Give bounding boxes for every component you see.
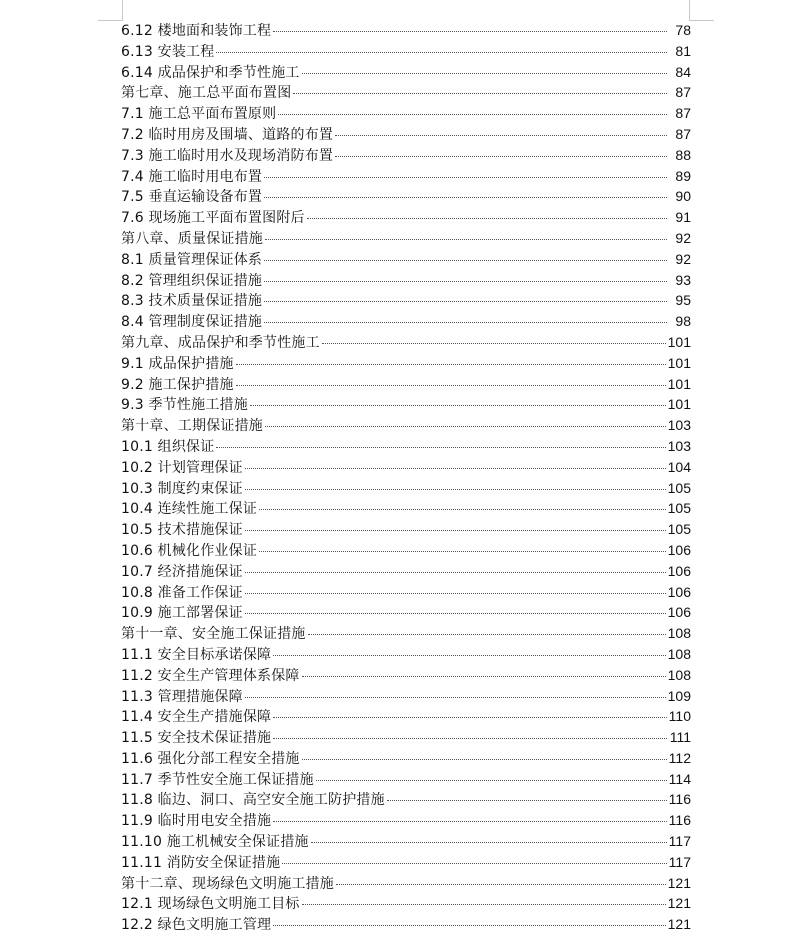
- toc-entry-title: 8.3 技术质量保证措施: [121, 293, 263, 310]
- toc-entry-page: 109: [667, 687, 691, 704]
- table-of-contents: [121, 20, 691, 935]
- dot-leader: [250, 404, 666, 406]
- toc-entry-page: 105: [667, 521, 691, 538]
- toc-entry[interactable]: [121, 186, 691, 207]
- toc-entry-title: 10.9 施工部署保证: [121, 605, 243, 622]
- toc-entry[interactable]: [121, 748, 691, 769]
- toc-entry-page: 81: [675, 42, 691, 59]
- toc-entry-page: 88: [675, 146, 691, 163]
- toc-entry-page: 105: [667, 500, 691, 517]
- dot-leader: [216, 51, 667, 53]
- toc-entry-title: 10.3 制度约束保证: [121, 480, 243, 497]
- toc-entry-title: 6.13 安装工程: [121, 43, 215, 60]
- toc-entry[interactable]: [121, 769, 691, 790]
- toc-entry[interactable]: [121, 582, 691, 603]
- toc-entry-title: 11.9 临时用电安全措施: [121, 813, 272, 830]
- dot-leader: [264, 176, 667, 178]
- toc-entry-title: 10.1 组织保证: [121, 438, 215, 455]
- dot-leader: [273, 820, 666, 822]
- toc-entry-title: 8.2 管理组织保证措施: [121, 272, 263, 289]
- toc-entry-page: 87: [675, 84, 691, 101]
- toc-entry[interactable]: [121, 810, 691, 831]
- toc-entry-page: 116: [668, 791, 691, 808]
- dot-leader: [245, 571, 666, 573]
- toc-entry-page: 114: [668, 770, 691, 787]
- toc-entry[interactable]: [121, 166, 691, 187]
- toc-entry-title: 11.5 安全技术保证措施: [121, 730, 272, 747]
- toc-entry[interactable]: [121, 561, 691, 582]
- toc-entry[interactable]: [121, 374, 691, 395]
- toc-entry[interactable]: [121, 436, 691, 457]
- toc-entry-page: 91: [675, 209, 691, 226]
- toc-entry-title: 10.4 连续性施工保证: [121, 501, 258, 518]
- toc-entry-title: 10.2 计划管理保证: [121, 459, 243, 476]
- toc-entry[interactable]: [121, 789, 691, 810]
- toc-entry-page: 105: [667, 479, 691, 496]
- dot-leader: [245, 467, 666, 469]
- toc-entry-title: 11.2 安全生产管理体系保障: [121, 667, 300, 684]
- toc-entry-page: 121: [667, 874, 691, 891]
- toc-entry[interactable]: [121, 103, 691, 124]
- toc-entry-title: 7.3 施工临时用水及现场消防布置: [121, 147, 334, 164]
- toc-entry-title: 6.12 楼地面和装饰工程: [121, 23, 272, 39]
- dot-leader: [259, 508, 666, 510]
- toc-entry-title: 12.1 现场绿色文明施工目标: [121, 896, 300, 913]
- dot-leader: [307, 217, 667, 219]
- dot-leader: [265, 238, 667, 240]
- toc-entry-page: 87: [675, 125, 691, 142]
- dot-leader: [322, 342, 666, 344]
- dot-leader: [293, 92, 667, 94]
- toc-entry-page: 90: [675, 188, 691, 205]
- toc-entry-title: 第十章、工期保证措施: [121, 418, 263, 435]
- toc-entry[interactable]: [121, 852, 691, 873]
- toc-entry-title: 8.4 管理制度保证措施: [121, 314, 263, 331]
- dot-leader: [264, 300, 667, 302]
- toc-entry-page: 108: [667, 645, 691, 662]
- toc-entry-page: 101: [667, 375, 691, 392]
- toc-entry-title: 7.4 施工临时用电布置: [121, 168, 263, 185]
- toc-entry-title: 9.2 施工保护措施: [121, 376, 234, 393]
- toc-entry-title: 8.1 质量管理保证体系: [121, 251, 263, 268]
- dot-leader: [335, 134, 667, 136]
- dot-leader: [302, 758, 667, 760]
- toc-entry-title: 11.8 临边、洞口、高空安全施工防护措施: [121, 792, 385, 809]
- toc-entry[interactable]: [121, 332, 691, 353]
- dot-leader: [265, 425, 666, 427]
- toc-entry[interactable]: [121, 311, 691, 332]
- toc-entry-title: 6.14 成品保护和季节性施工: [121, 64, 300, 81]
- toc-entry-title: 9.3 季节性施工措施: [121, 397, 248, 414]
- page-corner-mark-right: [689, 0, 714, 21]
- toc-entry-page: 93: [675, 271, 691, 288]
- toc-entry-title: 7.5 垂直运输设备布置: [121, 189, 263, 206]
- toc-entry-page: 103: [667, 417, 691, 434]
- toc-entry-page: 89: [675, 167, 691, 184]
- dot-leader: [264, 280, 667, 282]
- dot-leader: [311, 841, 667, 843]
- toc-entry-title: 12.2 绿色文明施工管理: [121, 917, 272, 934]
- toc-entry-page: 108: [667, 625, 691, 642]
- dot-leader: [273, 924, 665, 926]
- toc-entry[interactable]: [121, 20, 691, 41]
- toc-entry[interactable]: [121, 644, 691, 665]
- toc-entry[interactable]: [121, 478, 691, 499]
- dot-leader: [236, 384, 666, 386]
- toc-entry[interactable]: [121, 353, 691, 374]
- toc-entry[interactable]: [121, 415, 691, 436]
- dot-leader: [273, 716, 666, 718]
- toc-entry-page: 116: [668, 812, 691, 829]
- dot-leader: [302, 903, 666, 905]
- toc-entry-page: 112: [668, 749, 691, 766]
- dot-leader: [387, 799, 667, 801]
- dot-leader: [335, 155, 667, 157]
- toc-entry-page: 98: [675, 313, 691, 330]
- toc-entry-title: 第七章、施工总平面布置图: [121, 85, 292, 102]
- toc-entry[interactable]: [121, 873, 691, 894]
- toc-entry[interactable]: [121, 519, 691, 540]
- toc-entry-title: 第十二章、现场绿色文明施工措施: [121, 875, 334, 892]
- toc-entry[interactable]: [121, 893, 691, 914]
- toc-entry-page: 117: [668, 853, 691, 870]
- toc-entry-title: 11.11 消防安全保证措施: [121, 854, 281, 871]
- toc-entry-title: 11.1 安全目标承诺保障: [121, 646, 272, 663]
- dot-leader: [273, 30, 667, 32]
- dot-leader: [336, 883, 666, 885]
- toc-entry-page: 101: [667, 354, 691, 371]
- toc-entry[interactable]: [121, 540, 691, 561]
- dot-leader: [264, 196, 667, 198]
- toc-entry[interactable]: [121, 228, 691, 249]
- dot-leader: [316, 779, 667, 781]
- toc-entry[interactable]: [121, 831, 691, 852]
- toc-entry-page: 121: [667, 916, 691, 933]
- dot-leader: [264, 321, 667, 323]
- dot-leader: [278, 113, 667, 115]
- toc-entry-page: 110: [668, 708, 691, 725]
- dot-leader: [245, 488, 666, 490]
- toc-entry-page: 121: [667, 895, 691, 912]
- toc-entry[interactable]: [121, 623, 691, 644]
- toc-entry-title: 7.2 临时用房及围墙、道路的布置: [121, 126, 334, 143]
- toc-entry-title: 11.7 季节性安全施工保证措施: [121, 771, 314, 788]
- dot-leader: [245, 612, 666, 614]
- toc-entry-title: 第十一章、安全施工保证措施: [121, 626, 306, 643]
- toc-entry-page: 103: [667, 437, 691, 454]
- toc-entry[interactable]: [121, 249, 691, 270]
- dot-leader: [302, 72, 667, 74]
- toc-entry[interactable]: [121, 914, 691, 935]
- dot-leader: [245, 592, 666, 594]
- toc-entry-page: 101: [667, 396, 691, 413]
- toc-entry-title: 11.6 强化分部工程安全措施: [121, 750, 300, 767]
- toc-entry-page: 106: [667, 583, 691, 600]
- toc-entry-title: 10.6 机械化作业保证: [121, 542, 258, 559]
- dot-leader: [282, 862, 666, 864]
- dot-leader: [302, 675, 666, 677]
- toc-entry-title: 11.3 管理措施保障: [121, 688, 243, 705]
- toc-entry[interactable]: [121, 394, 691, 415]
- toc-entry-page: 104: [667, 458, 691, 475]
- toc-entry-page: 78: [675, 22, 691, 38]
- toc-entry-title: 10.5 技术措施保证: [121, 522, 243, 539]
- toc-entry[interactable]: [121, 270, 691, 291]
- dot-leader: [273, 737, 667, 739]
- toc-entry-page: 106: [667, 562, 691, 579]
- dot-leader: [308, 633, 666, 635]
- toc-entry[interactable]: [121, 706, 691, 727]
- toc-entry-title: 10.7 经济措施保证: [121, 563, 243, 580]
- toc-entry[interactable]: [121, 124, 691, 145]
- toc-entry[interactable]: [121, 62, 691, 83]
- toc-entry-page: 111: [669, 729, 691, 746]
- toc-entry-title: 7.1 施工总平面布置原则: [121, 106, 277, 123]
- page-corner-mark-left: [98, 0, 123, 21]
- toc-entry[interactable]: [121, 207, 691, 228]
- toc-entry[interactable]: [121, 82, 691, 103]
- dot-leader: [259, 550, 666, 552]
- toc-entry-title: 第九章、成品保护和季节性施工: [121, 334, 320, 351]
- dot-leader: [245, 529, 666, 531]
- toc-entry-title: 第八章、质量保证措施: [121, 230, 263, 247]
- toc-entry[interactable]: [121, 457, 691, 478]
- toc-entry[interactable]: [121, 290, 691, 311]
- toc-entry-page: 117: [668, 833, 691, 850]
- toc-entry[interactable]: [121, 145, 691, 166]
- toc-entry-page: 101: [667, 333, 691, 350]
- toc-entry[interactable]: [121, 727, 691, 748]
- toc-entry[interactable]: [121, 498, 691, 519]
- toc-entry-title: 10.8 准备工作保证: [121, 584, 243, 601]
- toc-entry[interactable]: [121, 665, 691, 686]
- toc-entry-page: 87: [675, 105, 691, 122]
- toc-entry-title: 11.10 施工机械安全保证措施: [121, 834, 309, 851]
- dot-leader: [273, 654, 665, 656]
- toc-entry-title: 7.6 现场施工平面布置图附后: [121, 210, 305, 227]
- toc-entry-page: 106: [667, 541, 691, 558]
- toc-entry-page: 106: [667, 604, 691, 621]
- toc-entry-title: 11.4 安全生产措施保障: [121, 709, 272, 726]
- toc-entry-page: 108: [667, 666, 691, 683]
- toc-entry[interactable]: [121, 602, 691, 623]
- toc-entry[interactable]: [121, 686, 691, 707]
- toc-entry-page: 92: [675, 229, 691, 246]
- toc-entry-page: 95: [675, 292, 691, 309]
- toc-entry[interactable]: [121, 41, 691, 62]
- toc-entry-page: 92: [675, 250, 691, 267]
- dot-leader: [216, 446, 665, 448]
- dot-leader: [264, 259, 667, 261]
- dot-leader: [245, 696, 666, 698]
- toc-entry-page: 84: [675, 63, 691, 80]
- toc-entry-title: 9.1 成品保护措施: [121, 355, 234, 372]
- dot-leader: [236, 363, 666, 365]
